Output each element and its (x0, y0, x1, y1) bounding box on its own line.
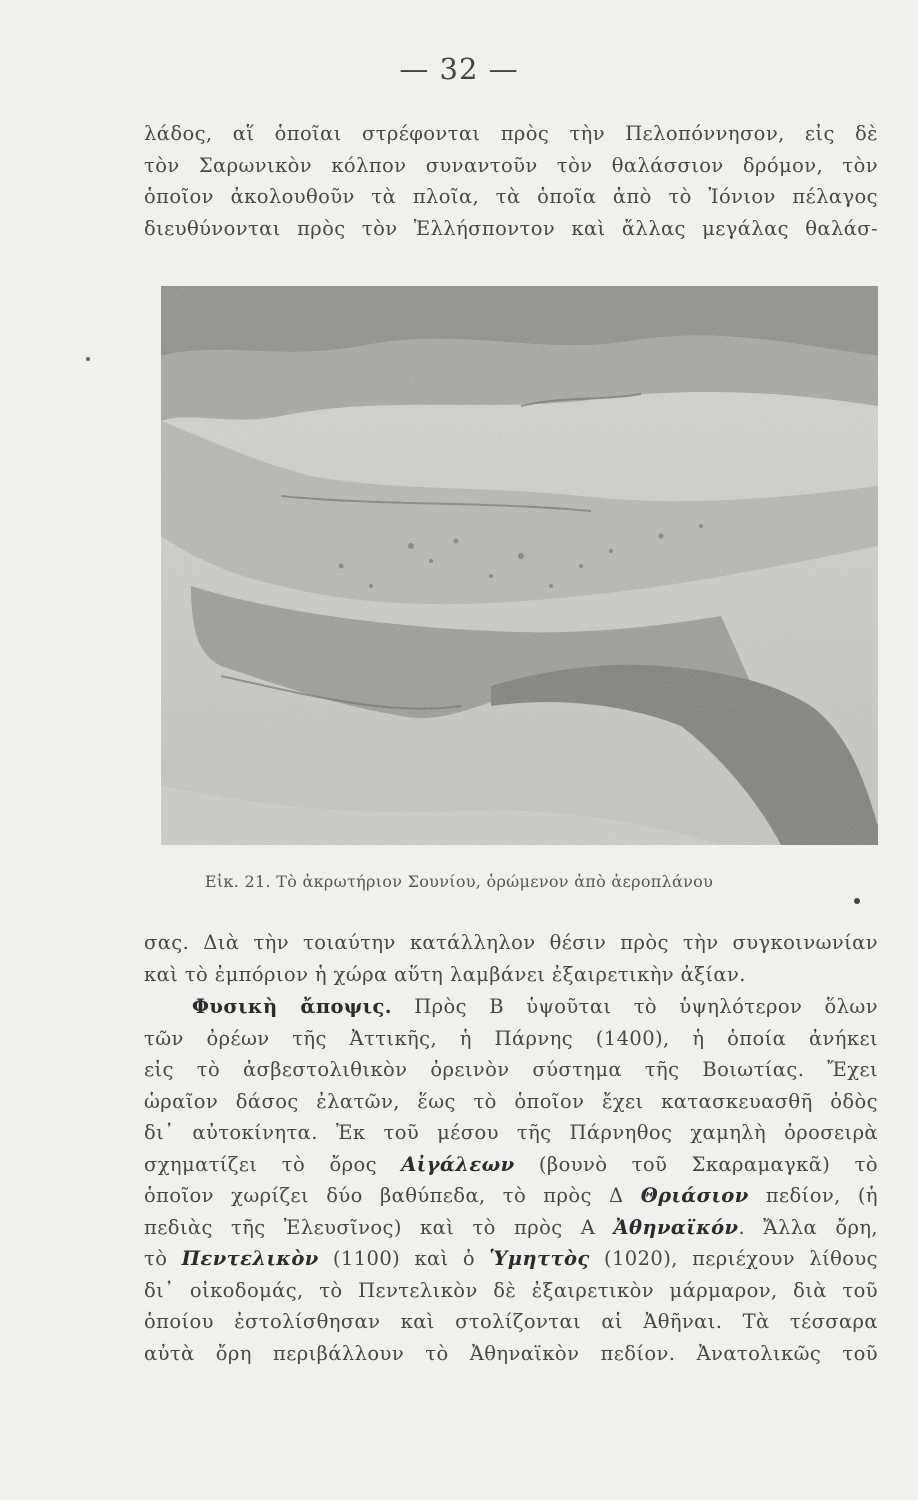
print-speck (854, 898, 860, 904)
text-run: . Ἄλλα ὄρη, (738, 1215, 879, 1239)
text-line: λάδος, αἵ ὁποῖαι στρέφονται πρὸς τὴν Πελοπόννησον, εἰς δὲ (144, 122, 878, 145)
body-paragraph-1 (144, 927, 878, 990)
print-speck (86, 357, 90, 361)
body-paragraph-2 (144, 991, 878, 1369)
page-number: — 32 — (399, 52, 519, 86)
text-line: καὶ τὸ ἐμπόριον ἡ χώρα αὕτη λαμβάνει ἐξαιρετικὴν ἀξίαν. (144, 962, 746, 986)
text-run: Πρὸς Β ὑψοῦται τὸ ὑψηλότερον ὅλων (391, 995, 878, 1018)
top-paragraph (144, 118, 878, 244)
place-name: Πεντελικὸν (181, 1247, 319, 1270)
text-line: ὡραῖον δάσος ἐλατῶν, ἕως τὸ ὁποῖον ἔχει κατασκευασθῆ ὁδὸς (144, 1089, 878, 1113)
text-run: ὁποῖον χωρίζει δύο βαθύπεδα, τὸ πρὸς Δ (144, 1184, 641, 1207)
text-run: σχηματίζει τὸ ὄρος (144, 1152, 402, 1176)
text-run: πεδίον, (ἡ (748, 1184, 878, 1207)
place-name: Ἀθηναϊκόν (613, 1215, 739, 1239)
text-line: δι᾽ αὐτοκίνητα. Ἐκ τοῦ μέσου τῆς Πάρνηθος χαμηλὴ ὀροσειρὰ (144, 1121, 878, 1144)
text-run: (1020), περιέχουν λίθους (589, 1247, 878, 1270)
text-line: τῶν ὀρέων τῆς Ἀττικῆς, ἡ Πάρνης (1400), ἡ ὁποία ἀνήκει (144, 1026, 878, 1050)
place-name: Αἰγάλεων (401, 1152, 515, 1176)
text-line: σας. Διὰ τὴν τοιαύτην κατάλληλον θέσιν πρὸς τὴν συγκοινωνίαν (144, 931, 878, 954)
text-line (144, 1212, 878, 1244)
place-name: Ὑμηττὸς (489, 1247, 590, 1270)
section-heading: Φυσικὴ ἄποψις. (192, 995, 392, 1018)
text-line (144, 1180, 878, 1212)
text-line: δι᾽ οἰκοδομάς, τὸ Πεντελικὸν δὲ ἐξαιρετικὸν μάρμαρον, διὰ τοῦ (144, 1278, 878, 1302)
text-line: ὁποῖον ἀκολουθοῦν τὰ πλοῖα, τὰ ὁποῖα ἀπὸ τὸ Ἰόνιον πέλαγος (144, 185, 878, 208)
text-line (144, 991, 878, 1023)
text-line: τὸν Σαρωνικὸν κόλπον συναντοῦν τὸν θαλάσσιον δρόμον, τὸν (144, 153, 878, 177)
text-line: ὁποίου ἐστολίσθησαν καὶ στολίζονται αἱ Ἀθῆναι. Τὰ τέσσαρα (144, 1310, 878, 1333)
text-line: αὐτὰ ὄρη περιβάλλουν τὸ Ἀθηναϊκὸν πεδίον. Ἀνατολικῶς τοῦ (144, 1341, 878, 1365)
text-run: πεδιὰς τῆς Ἐλευσῖνος) καὶ τὸ πρὸς Α (144, 1215, 614, 1239)
figure-caption: Εἰκ. 21. Τὸ ἀκρωτήριον Σουνίου, ὁρώμενον ἀπὸ ἀεροπλάνου (204, 872, 714, 891)
text-line: διευθύνονται πρὸς τὸν Ἑλλήσποντον καὶ ἄλλας μεγάλας θαλάσ- (144, 216, 878, 240)
text-line: εἰς τὸ ἀσβεστολιθικὸν ὀρεινὸν σύστημα τῆς Βοιωτίας. Ἔχει (144, 1058, 878, 1081)
text-run: (1100) καὶ ὁ (318, 1247, 490, 1270)
aerial-photo (161, 286, 878, 845)
text-run: τὸ (144, 1247, 182, 1270)
text-line (144, 1243, 878, 1275)
text-line (144, 1149, 878, 1181)
aerial-photo-figure (161, 286, 878, 845)
text-run: (βουνὸ τοῦ Σκαραμαγκᾶ) τὸ (514, 1152, 878, 1176)
place-name: Θριάσιον (640, 1184, 749, 1207)
